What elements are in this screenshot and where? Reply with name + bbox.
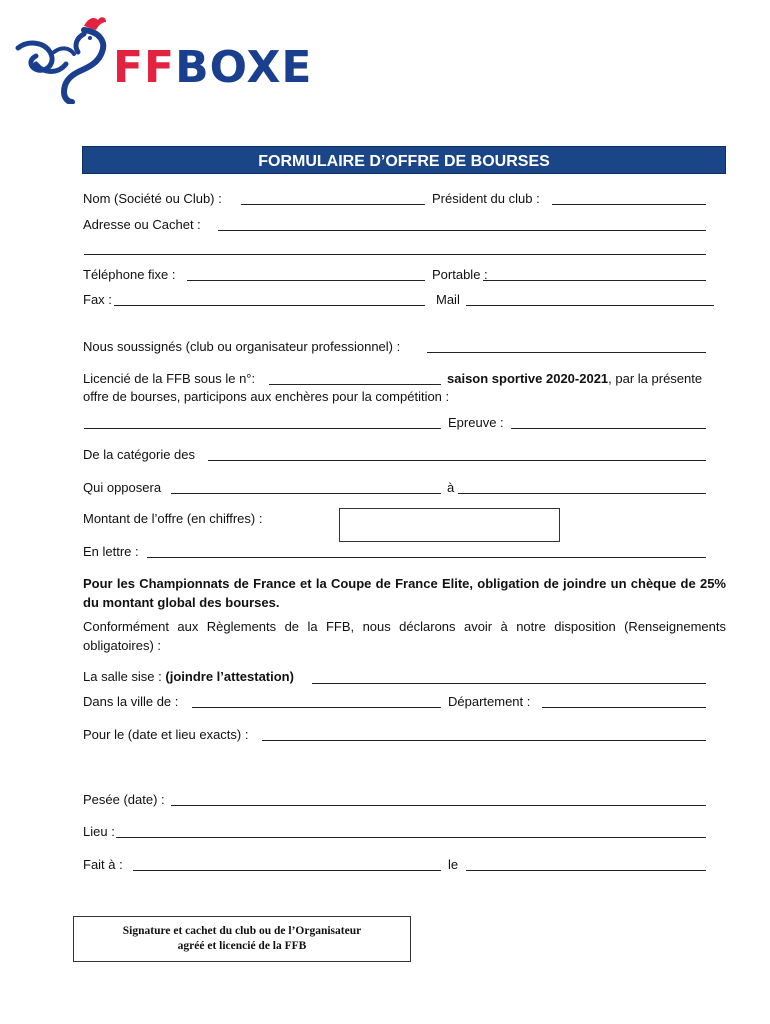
departement-label: Département : (448, 694, 531, 709)
form-title: FORMULAIRE D’OFFRE DE BOURSES (82, 146, 726, 174)
opposera-input-line[interactable] (171, 493, 441, 494)
salle-attestation: (joindre l’attestation) (165, 669, 294, 684)
ville-label: Dans la ville de : (83, 694, 179, 709)
date-lieu-input-line[interactable] (262, 740, 706, 741)
fax-label: Fax : (83, 292, 112, 307)
offre-line2: offre de bourses, participons aux enchères pour la compétition : (83, 389, 450, 404)
logo-boxe: BOXE (175, 42, 313, 93)
date-lieu-label: Pour le (date et lieu exacts) : (83, 727, 249, 742)
soussignes-input-line[interactable] (427, 352, 706, 353)
en-lettre-label: En lettre : (83, 544, 139, 559)
mail-label: Mail (436, 292, 460, 307)
president-input-line[interactable] (552, 204, 706, 205)
adresse-label: Adresse ou Cachet : (83, 217, 201, 232)
mail-input-line[interactable] (466, 305, 714, 306)
licencie-label: Licencié de la FFB sous le n°: (83, 371, 256, 386)
signature-line-1: Signature et cachet du club ou de l’Organisateur (122, 925, 362, 937)
epreuve-input-line[interactable] (511, 428, 706, 429)
telephone-label: Téléphone fixe : (83, 267, 176, 282)
logo-ff: FF (113, 42, 176, 93)
lieu-label: Lieu : (83, 824, 115, 839)
nom-label: Nom (Société ou Club) : (83, 191, 222, 206)
ffboxe-logo (14, 12, 110, 104)
pesee-label: Pesée (date) : (83, 792, 165, 807)
categorie-input-line[interactable] (208, 460, 706, 461)
saison-bold: saison sportive 2020-2021 (447, 371, 609, 386)
a-label: à (447, 480, 455, 495)
fait-a-label: Fait à : (83, 857, 123, 872)
montant-label: Montant de l’offre (en chiffres) : (83, 511, 263, 526)
telephone-input-line[interactable] (187, 280, 425, 281)
competition-input-line[interactable] (84, 428, 441, 429)
signature-box[interactable] (73, 916, 411, 962)
epreuve-label: Epreuve : (448, 415, 504, 430)
le-label: le (448, 857, 459, 872)
en-lettre-input-line[interactable] (147, 557, 706, 558)
licencie-input-line[interactable] (269, 384, 441, 385)
salle-label-text: La salle sise : (83, 669, 162, 684)
conformement-text: Conformément aux Règlements de la FFB, nous déclarons avoir à notre disposition (Renseignements obligatoires) : (83, 619, 726, 653)
adresse-input-line-2[interactable] (84, 254, 706, 255)
saison-text (447, 371, 702, 387)
departement-input-line[interactable] (542, 707, 706, 708)
ville-input-line[interactable] (192, 707, 441, 708)
salle-input-line[interactable] (312, 683, 706, 684)
signature-line-2: agréé et licencié de la FFB (177, 940, 307, 952)
fait-a-input-line[interactable] (133, 870, 441, 871)
montant-input-box[interactable] (339, 508, 560, 542)
lieu-input-line[interactable] (116, 837, 706, 838)
portable-input-line[interactable] (483, 280, 706, 281)
pesee-input-line[interactable] (171, 805, 706, 806)
president-label: Président du club : (432, 191, 540, 206)
salle-label (83, 669, 294, 685)
fax-input-line[interactable] (114, 305, 425, 306)
ffboxe-wordmark (113, 42, 313, 93)
soussignes-label: Nous soussignés (club ou organisateur professionnel) : (83, 339, 401, 354)
categorie-label: De la catégorie des (83, 447, 196, 462)
adresse-input-line[interactable] (218, 230, 706, 231)
a-input-line[interactable] (458, 493, 706, 494)
le-input-line[interactable] (466, 870, 706, 871)
rooster-icon (14, 12, 110, 104)
championnat-notice: Pour les Championnats de France et la Coupe de France Elite, obligation de joindre un chèque de 25% du montant global des bourses. (83, 576, 726, 610)
nom-input-line[interactable] (241, 204, 425, 205)
portable-label: Portable : (432, 267, 488, 282)
opposera-label: Qui opposera (83, 480, 162, 495)
par-la-presente: , par la présente (608, 371, 703, 386)
